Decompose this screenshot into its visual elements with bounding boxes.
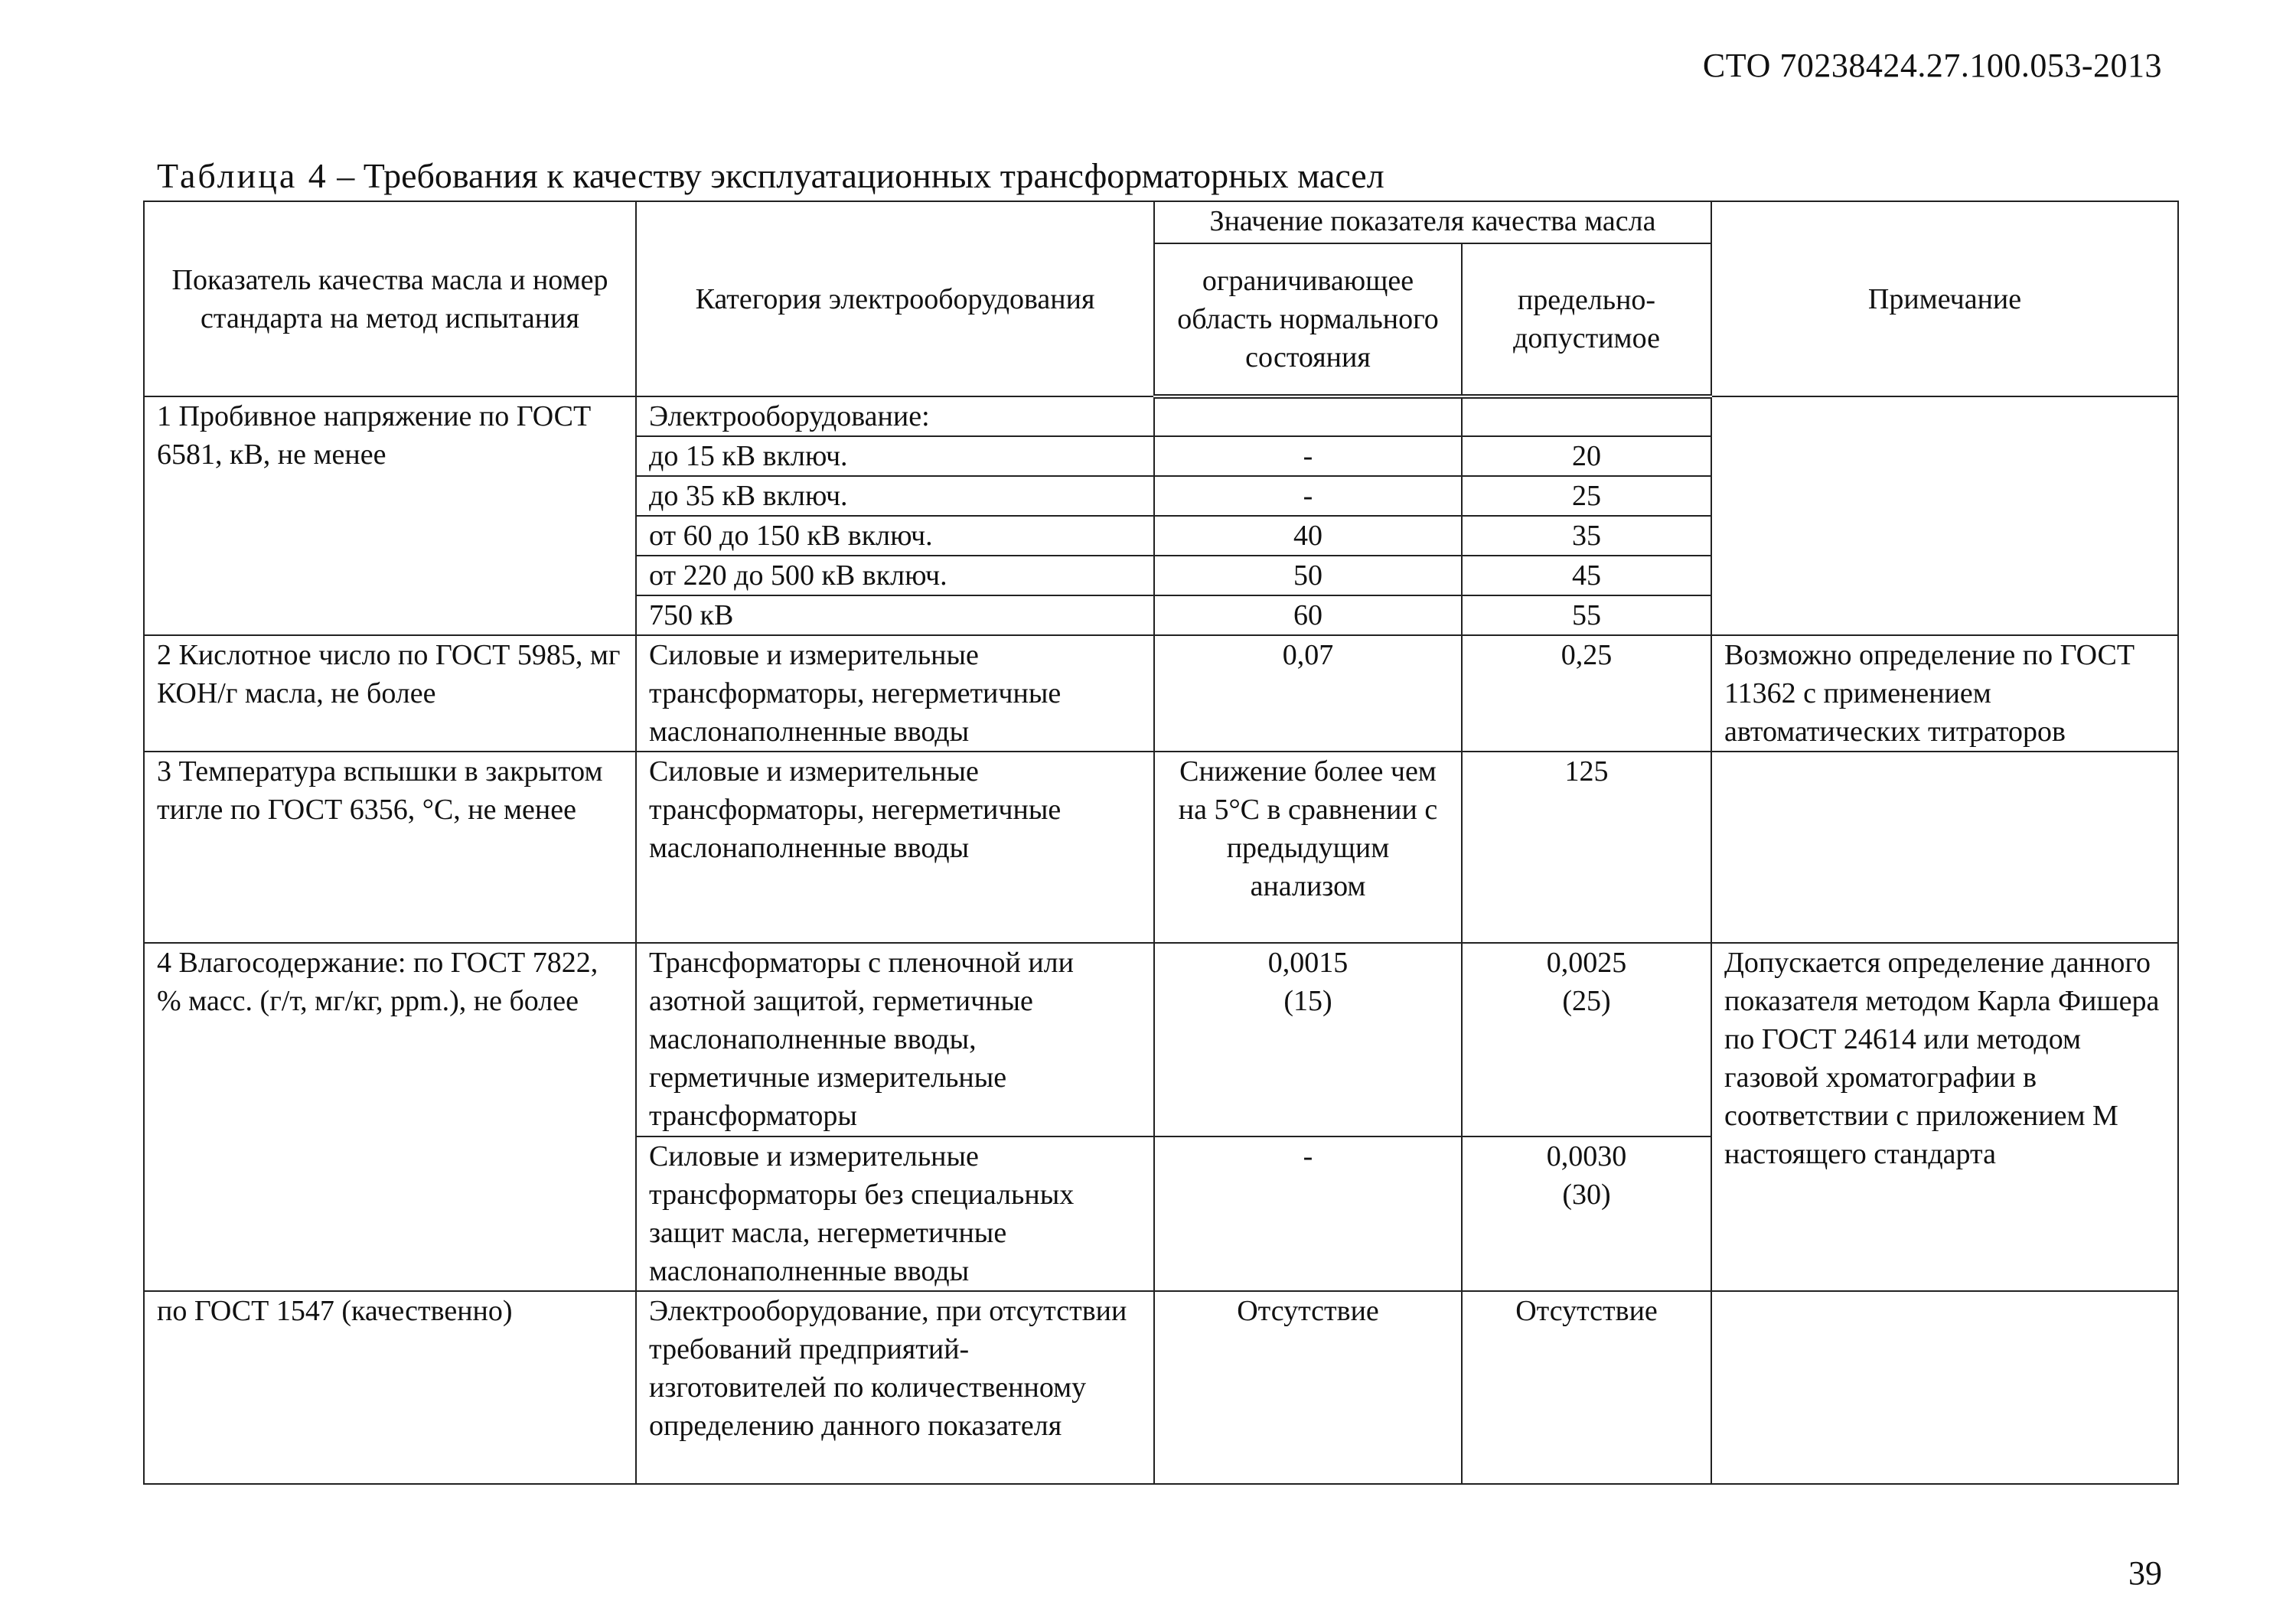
- row1-max: 55: [1462, 595, 1711, 635]
- row1-note: [1711, 396, 2178, 635]
- table-caption: [157, 155, 1384, 196]
- row4-limit: [1154, 1136, 1462, 1291]
- row5-indicator: по ГОСТ 1547 (качественно): [144, 1291, 636, 1484]
- row3-indicator: 3 Температура вспышки в закрытом тигле по ГОСТ 6356, °С, не менее: [144, 752, 636, 943]
- row1-category: от 220 до 500 кВ включ.: [636, 556, 1154, 595]
- header-note: Примечание: [1711, 201, 2178, 396]
- row1-category: до 15 кВ включ.: [636, 436, 1154, 476]
- row1-category: от 60 до 150 кВ включ.: [636, 516, 1154, 556]
- row5-category: Электрооборудование, при отсутствии требований предприятий-изготовителей по количественному определению данного показателя: [636, 1291, 1154, 1484]
- header-maximum: предельно-допустимое: [1462, 243, 1711, 396]
- header-limiting: ограничивающее область нормального состояния: [1154, 243, 1462, 396]
- row1-indicator: 1 Пробивное напряжение по ГОСТ 6581, кВ, не менее: [144, 396, 636, 635]
- row4-max-ppm: (30): [1562, 1179, 1611, 1211]
- row3-note: [1711, 752, 2178, 943]
- row1-category: Электрооборудование:: [636, 396, 1154, 436]
- row4-max: [1462, 1136, 1711, 1291]
- row2-limit: 0,07: [1154, 635, 1462, 752]
- row4-limit-value: 0,0015: [1267, 947, 1349, 979]
- row4-indicator: 4 Влагосодержание: по ГОСТ 7822, % масс. (г/т, мг/кг, ppm.), не более: [144, 943, 636, 1291]
- row4-category: Трансформаторы с пленочной или азотной защитой, герметичные маслонаполненные вводы, герметичные измерительные трансформаторы: [636, 943, 1154, 1136]
- row1-limit: 50: [1154, 556, 1462, 595]
- row5-limit: Отсутствие: [1154, 1291, 1462, 1484]
- row1-max: 20: [1462, 436, 1711, 476]
- row1-limit: -: [1154, 436, 1462, 476]
- row3-limit: Снижение более чем на 5°С в сравнении с предыдущим анализом: [1154, 752, 1462, 943]
- table-caption-label: Таблица 4: [157, 156, 328, 195]
- row4-limit-ppm: (15): [1283, 985, 1332, 1017]
- row3-category: Силовые и измерительные трансформаторы, негерметичные маслонаполненные вводы: [636, 752, 1154, 943]
- row4-max-value: 0,0025: [1546, 947, 1627, 979]
- header-value-group: Значение показателя качества масла: [1154, 201, 1711, 243]
- row4-category: Силовые и измерительные трансформаторы без специальных защит масла, негерметичные маслонаполненные вводы: [636, 1136, 1154, 1291]
- row1-max: 45: [1462, 556, 1711, 595]
- document-code: СТО 70238424.27.100.053-2013: [1702, 47, 2162, 84]
- table-row: [144, 752, 2178, 943]
- header-indicator: Показатель качества масла и номер стандарта на метод испытания: [144, 201, 636, 396]
- row2-max: 0,25: [1462, 635, 1711, 752]
- row1-limit: [1154, 396, 1462, 436]
- row1-max: 35: [1462, 516, 1711, 556]
- table-caption-text: – Требования к качеству эксплуатационных трансформаторных масел: [328, 156, 1384, 195]
- row2-indicator: 2 Кислотное число по ГОСТ 5985, мг КОН/г масла, не более: [144, 635, 636, 752]
- row1-category: до 35 кВ включ.: [636, 476, 1154, 516]
- row1-limit: 40: [1154, 516, 1462, 556]
- row5-max: Отсутствие: [1462, 1291, 1711, 1484]
- row4-note: Допускается определение данного показателя методом Карла Фишера по ГОСТ 24614 или методом газовой хроматографии в соответствии с приложением М настоящего стандарта: [1711, 943, 2178, 1291]
- row4-max-ppm: (25): [1562, 985, 1611, 1017]
- row5-note: [1711, 1291, 2178, 1484]
- header-category: Категория электрооборудования: [636, 201, 1154, 396]
- row1-max: [1462, 396, 1711, 436]
- row1-limit: -: [1154, 476, 1462, 516]
- row4-max-value: 0,0030: [1546, 1140, 1627, 1172]
- row4-limit-value: -: [1303, 1140, 1313, 1172]
- requirements-table: [143, 201, 2179, 1485]
- row2-category: Силовые и измерительные трансформаторы, негерметичные маслонаполненные вводы: [636, 635, 1154, 752]
- page-number: 39: [2128, 1554, 2162, 1592]
- table-row: [144, 943, 2178, 1136]
- row4-limit: [1154, 943, 1462, 1136]
- table-row: [144, 1291, 2178, 1484]
- row3-max: 125: [1462, 752, 1711, 943]
- table-row: [144, 635, 2178, 752]
- row2-note: Возможно определение по ГОСТ 11362 с применением автоматических титраторов: [1711, 635, 2178, 752]
- row1-category: 750 кВ: [636, 595, 1154, 635]
- row1-limit: 60: [1154, 595, 1462, 635]
- row4-max: [1462, 943, 1711, 1136]
- table-row: [144, 396, 2178, 436]
- row1-max: 25: [1462, 476, 1711, 516]
